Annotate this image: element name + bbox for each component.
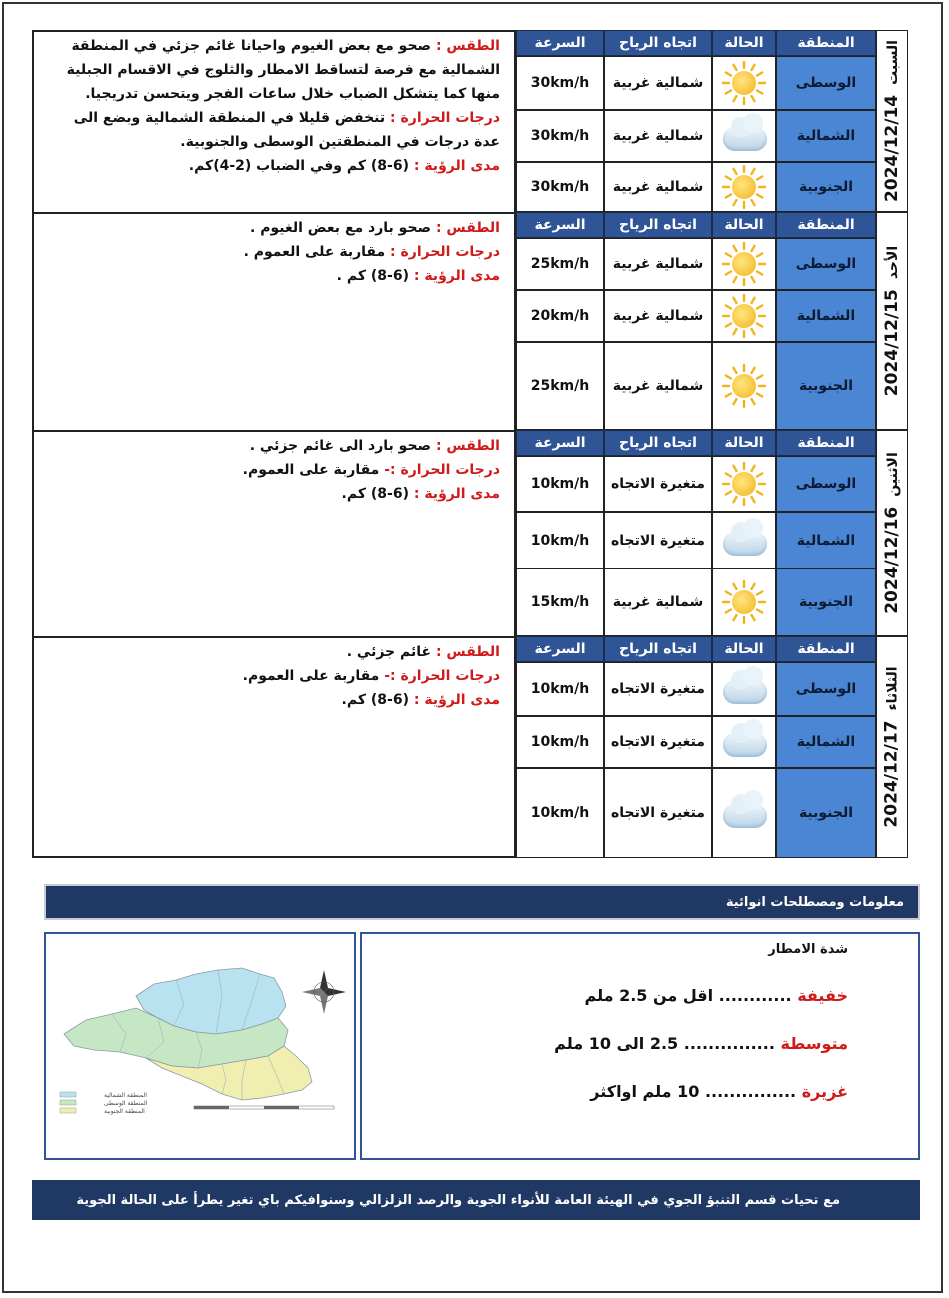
region-cell: الجنوبية bbox=[776, 568, 876, 636]
header-state: الحالة bbox=[712, 430, 776, 456]
wind-speed-cell: 15km/h bbox=[516, 568, 604, 636]
rain-moderate-row bbox=[554, 1034, 848, 1053]
forecast-table bbox=[32, 30, 903, 858]
day-date-label bbox=[876, 212, 908, 430]
forecast-day bbox=[34, 430, 908, 636]
temperature-text: مقاربة على العموم . bbox=[243, 244, 386, 260]
header-wind-direction: اتجاه الرياح bbox=[604, 212, 712, 238]
header-region: المنطقة bbox=[776, 30, 876, 56]
header-region: المنطقة bbox=[776, 430, 876, 456]
regions-table bbox=[516, 636, 876, 858]
visibility-label: مدى الرؤية : bbox=[413, 268, 500, 284]
state-cell bbox=[712, 768, 776, 858]
forecast-day bbox=[34, 636, 908, 858]
temperature-text: مقاربة على العموم. bbox=[242, 462, 380, 478]
day-date-label bbox=[876, 30, 908, 212]
regions-table bbox=[516, 30, 876, 212]
temperature-line bbox=[44, 458, 500, 482]
partly-cloudy-icon bbox=[721, 719, 767, 765]
wind-direction-cell: شمالية غربية bbox=[604, 290, 712, 342]
regions-table bbox=[516, 212, 876, 430]
temperature-text: تنخفض قليلا في المنطقة الشمالية وبضع الى عدة درجات في المنطقتين الوسطى والجنوبية. bbox=[73, 110, 500, 150]
visibility-text: (6-8) كم. bbox=[341, 692, 409, 708]
state-cell bbox=[712, 568, 776, 636]
visibility-line bbox=[44, 482, 500, 506]
partly-cloudy-icon bbox=[721, 790, 767, 836]
wind-speed-cell: 10km/h bbox=[516, 716, 604, 768]
rain-intensity-title: شدة الامطار bbox=[768, 942, 848, 957]
region-cell: الجنوبية bbox=[776, 162, 876, 212]
day-description bbox=[34, 212, 516, 430]
wind-direction-cell: شمالية غربية bbox=[604, 110, 712, 162]
weather-text: صحو بارد مع بعض الغيوم . bbox=[250, 220, 432, 236]
wind-speed-cell: 30km/h bbox=[516, 162, 604, 212]
temperature-line bbox=[44, 106, 500, 154]
day-description bbox=[34, 430, 516, 636]
partly-cloudy-icon bbox=[721, 518, 767, 564]
weather-label: الطقس : bbox=[435, 220, 500, 236]
day-description bbox=[34, 636, 516, 858]
region-cell: الوسطى bbox=[776, 56, 876, 110]
day-date: 2024/12/16 bbox=[882, 506, 902, 614]
wind-direction-cell: متغيرة الاتجاه bbox=[604, 662, 712, 716]
sun-icon bbox=[721, 164, 767, 210]
rain-light-text: ............ اقل من 2.5 ملم bbox=[584, 986, 792, 1005]
state-cell bbox=[712, 662, 776, 716]
wind-direction-cell: متغيرة الاتجاه bbox=[604, 768, 712, 858]
region-cell: الشمالية bbox=[776, 110, 876, 162]
sun-icon bbox=[721, 293, 767, 339]
weather-label: الطقس : bbox=[435, 438, 500, 454]
region-cell: الوسطى bbox=[776, 238, 876, 290]
state-cell bbox=[712, 290, 776, 342]
temperature-label: درجات الحرارة : bbox=[390, 244, 500, 260]
temperature-line bbox=[44, 664, 500, 688]
wind-direction-cell: متغيرة الاتجاه bbox=[604, 456, 712, 512]
visibility-line bbox=[44, 154, 500, 178]
regions-table bbox=[516, 430, 876, 636]
forecast-day bbox=[34, 30, 908, 212]
header-state: الحالة bbox=[712, 212, 776, 238]
weather-label: الطقس : bbox=[435, 38, 500, 54]
rain-moderate-term: متوسطة bbox=[780, 1034, 848, 1053]
day-date: 2024/12/15 bbox=[882, 289, 903, 397]
region-cell: الوسطى bbox=[776, 662, 876, 716]
header-state: الحالة bbox=[712, 30, 776, 56]
wind-direction-cell: متغيرة الاتجاه bbox=[604, 512, 712, 570]
day-name: الأحد bbox=[885, 245, 902, 280]
temperature-label: درجات الحرارة :- bbox=[384, 462, 500, 478]
sun-icon bbox=[721, 579, 767, 625]
region-cell: الشمالية bbox=[776, 512, 876, 570]
visibility-text: (6-8) كم. bbox=[341, 486, 409, 502]
weather-line bbox=[44, 640, 500, 664]
weather-line bbox=[44, 34, 500, 106]
visibility-label: مدى الرؤية : bbox=[413, 692, 500, 708]
rain-intensity-panel bbox=[360, 932, 920, 1160]
visibility-line bbox=[44, 688, 500, 712]
day-name: الاثنين bbox=[885, 452, 901, 497]
header-region: المنطقة bbox=[776, 212, 876, 238]
map-graphic bbox=[46, 934, 354, 1158]
weather-line bbox=[44, 434, 500, 458]
temperature-label: درجات الحرارة :- bbox=[384, 668, 500, 684]
region-cell: الجنوبية bbox=[776, 768, 876, 858]
visibility-text: (6-8) كم . bbox=[336, 268, 409, 284]
wind-speed-cell: 20km/h bbox=[516, 290, 604, 342]
temperature-line bbox=[44, 240, 500, 264]
day-name: الثلاثاء bbox=[885, 666, 901, 711]
region-cell: الجنوبية bbox=[776, 342, 876, 430]
legend-central: المنطقة الوسطى bbox=[104, 1100, 148, 1107]
sun-icon bbox=[721, 241, 767, 287]
temperature-label: درجات الحرارة : bbox=[390, 110, 500, 126]
state-cell bbox=[712, 716, 776, 768]
wind-speed-cell: 30km/h bbox=[516, 110, 604, 162]
wind-direction-cell: متغيرة الاتجاه bbox=[604, 716, 712, 768]
temperature-text: مقاربة على العموم. bbox=[242, 668, 380, 684]
wind-speed-cell: 10km/h bbox=[516, 662, 604, 716]
day-date-text bbox=[882, 452, 902, 614]
state-cell bbox=[712, 456, 776, 512]
header-wind-direction: اتجاه الرياح bbox=[604, 636, 712, 662]
header-speed: السرعة bbox=[516, 430, 604, 456]
header-speed: السرعة bbox=[516, 636, 604, 662]
state-cell bbox=[712, 110, 776, 162]
header-state: الحالة bbox=[712, 636, 776, 662]
region-cell: الوسطى bbox=[776, 456, 876, 512]
day-date: 2024/12/14 bbox=[882, 94, 903, 202]
rain-heavy-row bbox=[590, 1082, 848, 1101]
wind-direction-cell: شمالية غربية bbox=[604, 568, 712, 636]
legend-south: المنطقة الجنوبية bbox=[104, 1108, 145, 1115]
visibility-label: مدى الرؤية : bbox=[413, 158, 500, 174]
footer-bar bbox=[32, 1180, 920, 1220]
rain-light-term: خفيفة bbox=[797, 986, 848, 1005]
wind-speed-cell: 10km/h bbox=[516, 456, 604, 512]
compass-rose-icon bbox=[302, 970, 346, 1014]
wind-speed-cell: 25km/h bbox=[516, 238, 604, 290]
wind-direction-cell: شمالية غربية bbox=[604, 342, 712, 430]
wind-speed-cell: 10km/h bbox=[516, 768, 604, 858]
state-cell bbox=[712, 342, 776, 430]
weather-text: صحو مع بعض الغيوم واحيانا غائم جزئي في المنطقة الشمالية مع فرصة لتساقط الامطار والثلوج في الاقسام الجبلية منها كما يتشكل الضباب خلال ساعات الفجر ويتحسن تدريجيا. bbox=[66, 38, 500, 102]
day-date-label bbox=[876, 430, 908, 636]
legend-north: المنطقة الشمالية bbox=[104, 1092, 147, 1099]
state-cell bbox=[712, 238, 776, 290]
info-terms-title: معلومات ومصطلحات انوائية bbox=[725, 894, 904, 910]
day-date-text bbox=[882, 666, 902, 827]
footer-text: مع تحيات قسم التنبؤ الجوي في الهيئة العامة للأنواء الجوية والرصد الزلزالي وسنوافيكم باي تغير يطرأ على الحالة الجوية bbox=[76, 1192, 840, 1208]
day-date-label bbox=[876, 636, 908, 858]
day-date-text bbox=[882, 246, 902, 396]
info-terms-bar bbox=[46, 886, 918, 918]
iraq-regions-map bbox=[44, 932, 356, 1160]
wind-speed-cell: 25km/h bbox=[516, 342, 604, 430]
day-date-text bbox=[882, 40, 902, 202]
wind-direction-cell: شمالية غربية bbox=[604, 56, 712, 110]
state-cell bbox=[712, 56, 776, 110]
wind-direction-cell: شمالية غربية bbox=[604, 162, 712, 212]
weather-line bbox=[44, 216, 500, 240]
day-name: السبت bbox=[885, 40, 902, 85]
wind-direction-cell: شمالية غربية bbox=[604, 238, 712, 290]
state-cell bbox=[712, 162, 776, 212]
weather-text: صحو بارد الى غائم جزئي . bbox=[249, 438, 432, 454]
rain-heavy-term: غزيرة bbox=[801, 1082, 848, 1101]
region-cell: الشمالية bbox=[776, 716, 876, 768]
rain-heavy-text: ............... 10 ملم اواكثر bbox=[590, 1082, 797, 1101]
wind-speed-cell: 30km/h bbox=[516, 56, 604, 110]
partly-cloudy-icon bbox=[721, 113, 767, 159]
visibility-text: (6-8) كم وفي الضباب (2-4)كم. bbox=[188, 158, 409, 174]
sun-icon bbox=[721, 60, 767, 106]
rain-light-row bbox=[585, 986, 848, 1005]
map-legend bbox=[60, 1092, 148, 1115]
header-speed: السرعة bbox=[516, 212, 604, 238]
forecast-day bbox=[34, 212, 908, 430]
day-date: 2024/12/17 bbox=[882, 720, 902, 828]
visibility-label: مدى الرؤية : bbox=[413, 486, 500, 502]
visibility-line bbox=[44, 264, 500, 288]
sun-icon bbox=[721, 363, 767, 409]
wind-speed-cell: 10km/h bbox=[516, 512, 604, 570]
rain-moderate-text: ............... 2.5 الى 10 ملم bbox=[554, 1034, 775, 1053]
map-scale-bar bbox=[194, 1106, 334, 1109]
header-speed: السرعة bbox=[516, 30, 604, 56]
header-wind-direction: اتجاه الرياح bbox=[604, 30, 712, 56]
state-cell bbox=[712, 512, 776, 570]
sun-icon bbox=[721, 461, 767, 507]
header-region: المنطقة bbox=[776, 636, 876, 662]
weather-label: الطقس : bbox=[435, 644, 500, 660]
region-cell: الشمالية bbox=[776, 290, 876, 342]
header-wind-direction: اتجاه الرياح bbox=[604, 430, 712, 456]
partly-cloudy-icon bbox=[721, 666, 767, 712]
day-description bbox=[34, 30, 516, 212]
weather-text: غائم جزئي . bbox=[346, 644, 432, 660]
